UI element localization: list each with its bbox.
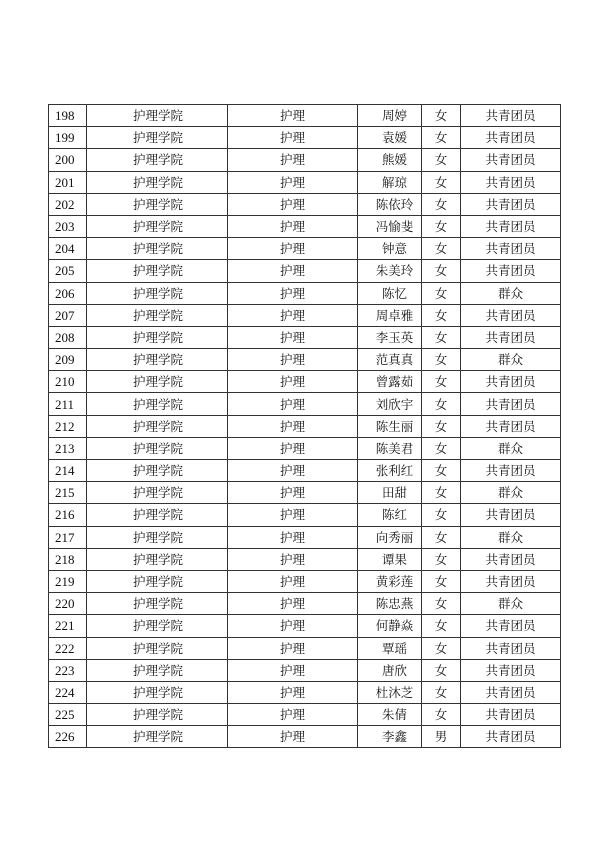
major-cell: 护理 [228,615,358,637]
table-row [49,282,561,304]
college-cell: 护理学院 [87,593,228,615]
row-number-cell: 218 [49,548,87,570]
major-cell: 护理 [228,637,358,659]
major-cell: 护理 [228,437,358,459]
political-status-cell: 共青团员 [461,415,561,437]
political-status-cell: 群众 [461,437,561,459]
major-cell: 护理 [228,526,358,548]
college-cell: 护理学院 [87,548,228,570]
student-name-cell: 陈美君 [358,437,422,459]
gender-cell: 男 [422,726,461,748]
row-number-cell: 201 [49,171,87,193]
table-row [49,504,561,526]
major-cell: 护理 [228,215,358,237]
student-name-cell: 陈忠燕 [358,593,422,615]
table-row [49,149,561,171]
political-status-cell: 群众 [461,526,561,548]
row-number-cell: 225 [49,704,87,726]
political-status-cell: 共青团员 [461,659,561,681]
college-cell: 护理学院 [87,238,228,260]
gender-cell: 女 [422,193,461,215]
student-name-cell: 解琼 [358,171,422,193]
major-cell: 护理 [228,238,358,260]
college-cell: 护理学院 [87,659,228,681]
table-row [49,393,561,415]
gender-cell: 女 [422,304,461,326]
student-name-cell: 陈红 [358,504,422,526]
gender-cell: 女 [422,393,461,415]
gender-cell: 女 [422,105,461,127]
student-name-cell: 覃瑶 [358,637,422,659]
major-cell: 护理 [228,393,358,415]
row-number-cell: 223 [49,659,87,681]
gender-cell: 女 [422,415,461,437]
student-name-cell: 朱美玲 [358,260,422,282]
student-name-cell: 何静焱 [358,615,422,637]
gender-cell: 女 [422,437,461,459]
student-name-cell: 陈生丽 [358,415,422,437]
major-cell: 护理 [228,415,358,437]
gender-cell: 女 [422,526,461,548]
roster-table-body [49,105,561,748]
student-name-cell: 李玉英 [358,326,422,348]
college-cell: 护理学院 [87,482,228,504]
row-number-cell: 206 [49,282,87,304]
table-row [49,304,561,326]
row-number-cell: 211 [49,393,87,415]
major-cell: 护理 [228,726,358,748]
political-status-cell: 群众 [461,349,561,371]
college-cell: 护理学院 [87,105,228,127]
gender-cell: 女 [422,504,461,526]
political-status-cell: 共青团员 [461,105,561,127]
college-cell: 护理学院 [87,282,228,304]
college-cell: 护理学院 [87,193,228,215]
row-number-cell: 214 [49,460,87,482]
student-name-cell: 周卓雅 [358,304,422,326]
student-name-cell: 黄彩莲 [358,570,422,592]
major-cell: 护理 [228,260,358,282]
college-cell: 护理学院 [87,215,228,237]
student-name-cell: 陈忆 [358,282,422,304]
row-number-cell: 215 [49,482,87,504]
political-status-cell: 共青团员 [461,149,561,171]
table-row [49,127,561,149]
row-number-cell: 205 [49,260,87,282]
student-name-cell: 陈依玲 [358,193,422,215]
gender-cell: 女 [422,260,461,282]
gender-cell: 女 [422,282,461,304]
student-name-cell: 向秀丽 [358,526,422,548]
major-cell: 护理 [228,504,358,526]
table-row [49,526,561,548]
row-number-cell: 204 [49,238,87,260]
college-cell: 护理学院 [87,460,228,482]
gender-cell: 女 [422,149,461,171]
student-name-cell: 袁媛 [358,127,422,149]
college-cell: 护理学院 [87,304,228,326]
political-status-cell: 共青团员 [461,127,561,149]
college-cell: 护理学院 [87,615,228,637]
table-row [49,215,561,237]
political-status-cell: 共青团员 [461,570,561,592]
major-cell: 护理 [228,127,358,149]
major-cell: 护理 [228,149,358,171]
student-name-cell: 刘欣宇 [358,393,422,415]
row-number-cell: 198 [49,105,87,127]
table-row [49,704,561,726]
major-cell: 护理 [228,282,358,304]
major-cell: 护理 [228,193,358,215]
row-number-cell: 212 [49,415,87,437]
row-number-cell: 216 [49,504,87,526]
student-name-cell: 张利红 [358,460,422,482]
table-row [49,460,561,482]
student-name-cell: 朱倩 [358,704,422,726]
college-cell: 护理学院 [87,371,228,393]
row-number-cell: 217 [49,526,87,548]
table-row [49,260,561,282]
table-row [49,726,561,748]
college-cell: 护理学院 [87,637,228,659]
table-row [49,105,561,127]
table-row [49,349,561,371]
college-cell: 护理学院 [87,437,228,459]
row-number-cell: 220 [49,593,87,615]
college-cell: 护理学院 [87,504,228,526]
row-number-cell: 199 [49,127,87,149]
political-status-cell: 共青团员 [461,637,561,659]
political-status-cell: 共青团员 [461,304,561,326]
major-cell: 护理 [228,704,358,726]
table-row [49,238,561,260]
major-cell: 护理 [228,371,358,393]
political-status-cell: 共青团员 [461,681,561,703]
table-row [49,637,561,659]
political-status-cell: 共青团员 [461,238,561,260]
political-status-cell: 共青团员 [461,704,561,726]
political-status-cell: 共青团员 [461,548,561,570]
major-cell: 护理 [228,326,358,348]
college-cell: 护理学院 [87,393,228,415]
gender-cell: 女 [422,548,461,570]
gender-cell: 女 [422,326,461,348]
gender-cell: 女 [422,371,461,393]
major-cell: 护理 [228,460,358,482]
political-status-cell: 共青团员 [461,726,561,748]
student-name-cell: 曾露茹 [358,371,422,393]
gender-cell: 女 [422,482,461,504]
political-status-cell: 群众 [461,282,561,304]
row-number-cell: 219 [49,570,87,592]
political-status-cell: 共青团员 [461,215,561,237]
student-name-cell: 熊媛 [358,149,422,171]
major-cell: 护理 [228,349,358,371]
student-name-cell: 钟意 [358,238,422,260]
row-number-cell: 202 [49,193,87,215]
major-cell: 护理 [228,659,358,681]
gender-cell: 女 [422,460,461,482]
row-number-cell: 224 [49,681,87,703]
gender-cell: 女 [422,681,461,703]
row-number-cell: 222 [49,637,87,659]
major-cell: 护理 [228,304,358,326]
row-number-cell: 221 [49,615,87,637]
student-roster-table [48,104,561,748]
table-row [49,193,561,215]
row-number-cell: 213 [49,437,87,459]
political-status-cell: 共青团员 [461,171,561,193]
student-name-cell: 田甜 [358,482,422,504]
major-cell: 护理 [228,482,358,504]
political-status-cell: 群众 [461,482,561,504]
college-cell: 护理学院 [87,149,228,171]
college-cell: 护理学院 [87,260,228,282]
political-status-cell: 共青团员 [461,460,561,482]
table-row [49,415,561,437]
political-status-cell: 共青团员 [461,193,561,215]
major-cell: 护理 [228,105,358,127]
student-name-cell: 周婷 [358,105,422,127]
political-status-cell: 群众 [461,593,561,615]
gender-cell: 女 [422,238,461,260]
gender-cell: 女 [422,704,461,726]
college-cell: 护理学院 [87,415,228,437]
college-cell: 护理学院 [87,526,228,548]
college-cell: 护理学院 [87,326,228,348]
gender-cell: 女 [422,127,461,149]
row-number-cell: 209 [49,349,87,371]
row-number-cell: 200 [49,149,87,171]
college-cell: 护理学院 [87,704,228,726]
student-name-cell: 冯愉斐 [358,215,422,237]
table-row [49,593,561,615]
major-cell: 护理 [228,171,358,193]
student-name-cell: 唐欣 [358,659,422,681]
table-row [49,615,561,637]
table-row [49,548,561,570]
major-cell: 护理 [228,570,358,592]
political-status-cell: 共青团员 [461,326,561,348]
political-status-cell: 共青团员 [461,393,561,415]
row-number-cell: 203 [49,215,87,237]
table-row [49,482,561,504]
table-row [49,371,561,393]
political-status-cell: 共青团员 [461,615,561,637]
college-cell: 护理学院 [87,726,228,748]
gender-cell: 女 [422,637,461,659]
gender-cell: 女 [422,593,461,615]
table-row [49,326,561,348]
gender-cell: 女 [422,659,461,681]
college-cell: 护理学院 [87,570,228,592]
row-number-cell: 210 [49,371,87,393]
table-row [49,437,561,459]
gender-cell: 女 [422,349,461,371]
major-cell: 护理 [228,681,358,703]
student-name-cell: 范真真 [358,349,422,371]
gender-cell: 女 [422,171,461,193]
major-cell: 护理 [228,548,358,570]
table-row [49,171,561,193]
major-cell: 护理 [228,593,358,615]
table-row [49,659,561,681]
gender-cell: 女 [422,570,461,592]
table-row [49,570,561,592]
gender-cell: 女 [422,215,461,237]
student-name-cell: 李鑫 [358,726,422,748]
gender-cell: 女 [422,615,461,637]
college-cell: 护理学院 [87,171,228,193]
row-number-cell: 208 [49,326,87,348]
political-status-cell: 共青团员 [461,371,561,393]
row-number-cell: 207 [49,304,87,326]
political-status-cell: 共青团员 [461,260,561,282]
row-number-cell: 226 [49,726,87,748]
student-name-cell: 杜沐芝 [358,681,422,703]
college-cell: 护理学院 [87,681,228,703]
political-status-cell: 共青团员 [461,504,561,526]
college-cell: 护理学院 [87,127,228,149]
student-name-cell: 谭果 [358,548,422,570]
college-cell: 护理学院 [87,349,228,371]
table-row [49,681,561,703]
